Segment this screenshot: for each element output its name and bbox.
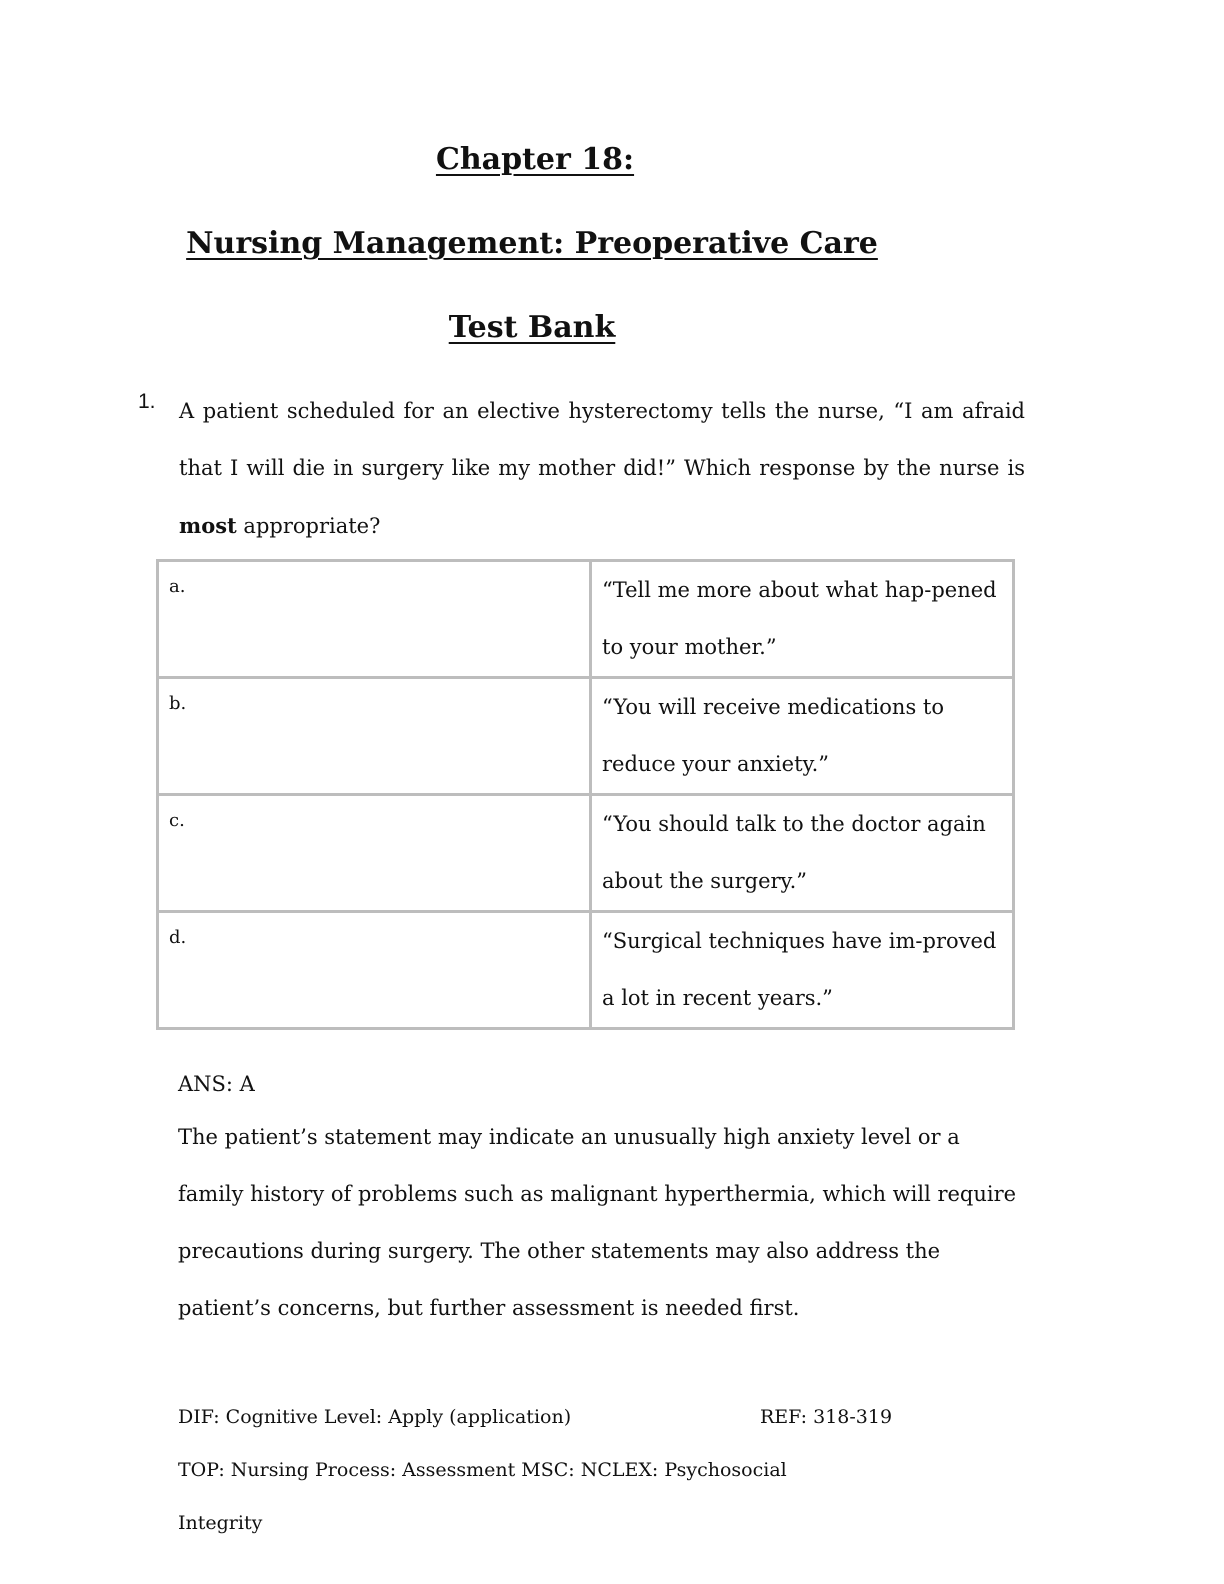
answer-key: ANS: A: [178, 1072, 255, 1096]
rationale-text: The patient’s statement may indicate an unusually high anxiety level or a family history of problems such as malignant hyperthermia, which will require precautions during surgery. The other statements may also address the patient’s concerns, but further assessment is needed first.: [178, 1125, 1017, 1320]
option-row: [158, 912, 1014, 1029]
option-text: “You will receive medications to reduce your anxiety.”: [591, 678, 1014, 795]
chapter-title: Chapter 18:: [435, 142, 635, 177]
topic-label: TOP: Nursing Process: Assessment MSC: NCLEX: Psychosocial: [178, 1459, 787, 1481]
question-number: 1.: [138, 390, 156, 413]
test-bank-title: Test Bank: [448, 310, 616, 345]
reference-label: REF: 318-319: [760, 1406, 893, 1428]
question-emphasis: most: [179, 513, 237, 538]
option-letter: d.: [158, 912, 591, 1029]
option-row: [158, 561, 1014, 678]
chapter-topic: Nursing Management: Preoperative Care: [186, 226, 878, 261]
difficulty-label: DIF: Cognitive Level: Apply (application): [178, 1406, 572, 1428]
option-letter: c.: [158, 795, 591, 912]
question-stem-part1: A patient scheduled for an elective hysterectomy tells the nurse, “I am afraid that I will die in surgery like my mother did!” Which response by the nurse is: [179, 399, 1025, 480]
option-text: “Surgical techniques have im-proved a lot in recent years.”: [591, 912, 1014, 1029]
answer-options-table: [156, 559, 1015, 1030]
option-text: “Tell me more about what hap-pened to your mother.”: [591, 561, 1014, 678]
question-stem: [179, 383, 1025, 555]
option-row: [158, 678, 1014, 795]
topic-label-continued: Integrity: [178, 1512, 263, 1534]
option-letter: a.: [158, 561, 591, 678]
question-stem-part2: appropriate?: [236, 514, 381, 538]
option-text: “You should talk to the doctor again about the surgery.”: [591, 795, 1014, 912]
option-row: [158, 795, 1014, 912]
option-letter: b.: [158, 678, 591, 795]
